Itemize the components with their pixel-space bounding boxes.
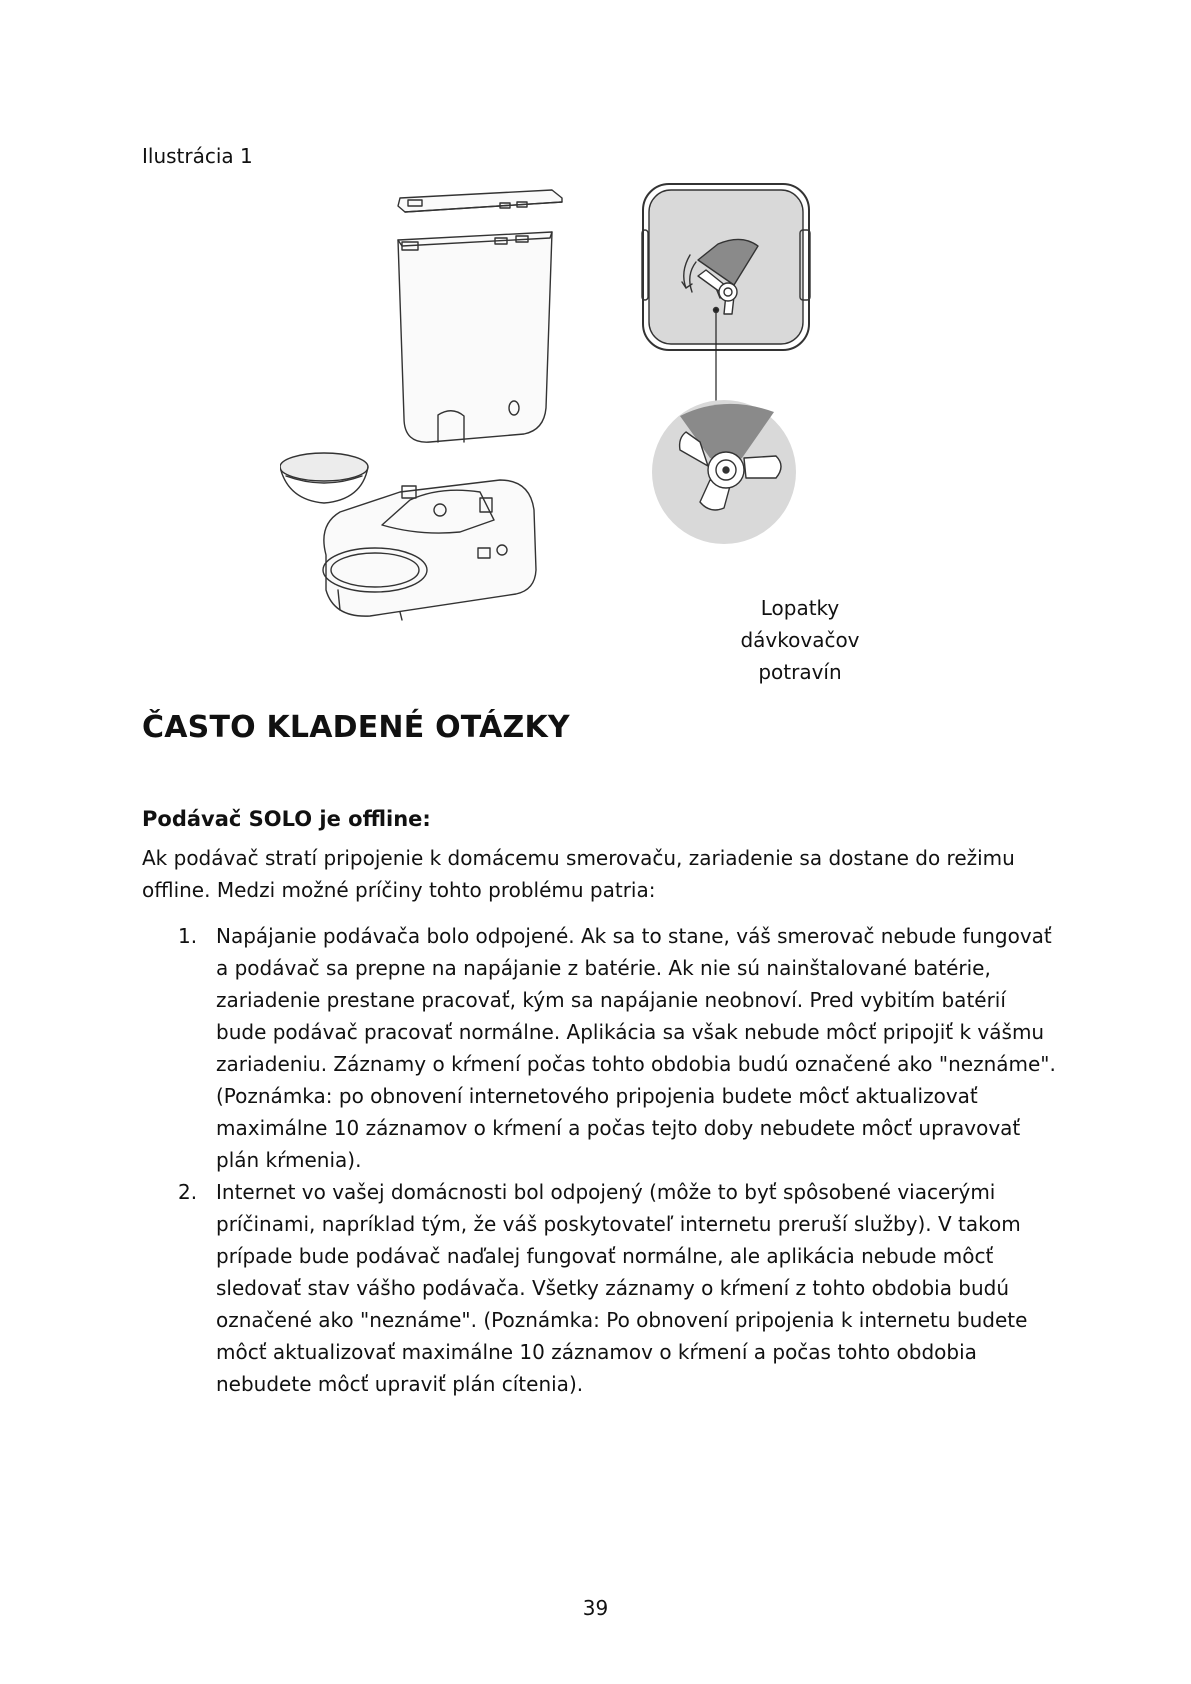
paddles-label-line-1: Lopatky bbox=[760, 596, 840, 620]
dispenser-paddles-detail bbox=[652, 400, 796, 544]
food-container bbox=[398, 232, 552, 442]
list-text: Internet vo vašej domácnosti bol odpojený (môže to byť spôsobené viacerými príčinami, napríklad tým, že váš poskytovateľ internetu preruší služby). V takom prípade bude podávač naďalej fungovať normálne, ale aplikácia nebude môcť sledovať stav vášho podávača. Všetky záznamy o kŕmení z tohto obdobia budú označené ako "neznáme". (Poznámka: Po obnovení pripojenia k internetu budete môcť aktualizovať maximálne 10 záznamov o kŕmení a počas tohto obdobia nebudete môcť upraviť plán cítenia). bbox=[216, 1180, 1028, 1396]
paddles-label-line-2: dávkovačov bbox=[740, 628, 860, 652]
feeder-lid bbox=[398, 190, 562, 212]
paddles-label-line-3: potravín bbox=[758, 660, 842, 684]
section-intro: Ak podávač stratí pripojenie k domácemu smerovaču, zariadenie sa dostane do režimu offline. Medzi možné príčiny tohto problému patria: bbox=[142, 846, 1015, 902]
section-title: Podávač SOLO je offline: bbox=[142, 807, 431, 831]
list-item bbox=[142, 1176, 1062, 1400]
food-bowl bbox=[280, 453, 368, 503]
figure-caption: Ilustrácia 1 bbox=[142, 144, 253, 168]
page-number: 39 bbox=[582, 1596, 609, 1620]
faq-heading: ČASTO KLADENÉ OTÁZKY bbox=[142, 710, 570, 745]
feeder-top-view bbox=[642, 184, 810, 350]
list-number: 2. bbox=[178, 1180, 198, 1204]
list-text: Napájanie podávača bolo odpojené. Ak sa to stane, váš smerovač nebude fungovať a podávač sa prepne na napájanie z batérie. Ak nie sú nainštalované batérie, zariadenie prestane pracovať, kým sa napájanie neobnoví. Pred vybitím batérií bude podávač pracovať normálne. Aplikácia sa však nebude môcť pripojiť k vášmu zariadeniu. Záznamy o kŕmení počas tohto obdobia budú označené ako "neznáme". (Poznámka: po obnovení internetového pripojenia budete môcť aktualizovať maximálne 10 záznamov o kŕmení a počas tejto doby nebudete môcť upravovať plán kŕmenia). bbox=[216, 924, 1056, 1172]
list-item bbox=[142, 920, 1062, 1176]
causes-list bbox=[142, 920, 1062, 1400]
paddles-label bbox=[700, 592, 900, 688]
list-number: 1. bbox=[178, 924, 198, 948]
feeder-base bbox=[323, 480, 536, 620]
